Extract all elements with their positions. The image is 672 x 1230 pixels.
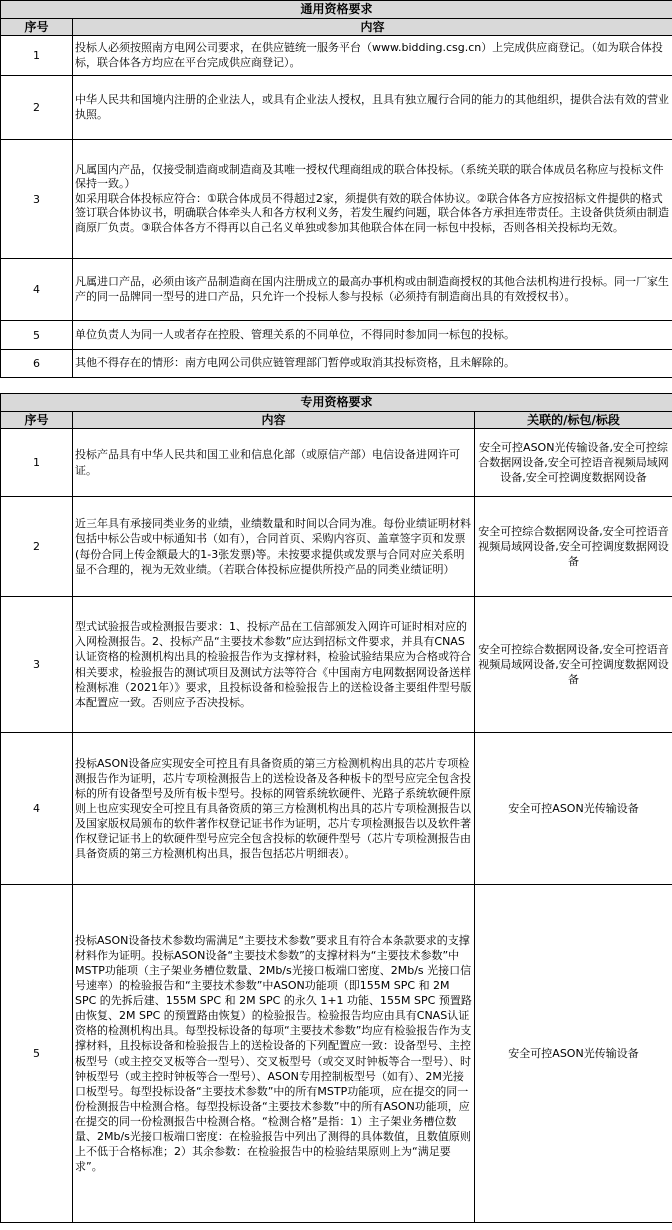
row-seq: 1 xyxy=(1,429,73,497)
table-row xyxy=(1,321,672,350)
row-content: 其他不得存在的情形：南方电网公司供应链管理部门暂停或取消其投标资格，且未解除的。 xyxy=(73,350,672,378)
special-col-tag: 关联的/标包/标段 xyxy=(475,412,672,429)
table-row xyxy=(1,497,672,597)
table-row xyxy=(1,350,672,378)
table-row xyxy=(1,429,672,497)
row-seq: 4 xyxy=(1,733,73,885)
row-content: 凡属国内产品，仅接受制造商或制造商及其唯一授权代理商组成的联合体投标。（系统关联的联合体成员名称应与投标文件保持一致。） 如采用联合体投标应符合：①联合体成员不得超过2家，须提供有效的联合体协议。②联合体各方应按招标文件提供的格式签订联合体协议书，明确联合体牵头人和各方权利义务，若发生履约问题，联合体各方承担连带责任。主设备供货须由制造商原厂负责。③联合体各方不得再以自己名义单独或参加其他联合体在同一标包中投标，否则各相关投标均无效。 xyxy=(73,140,672,259)
general-col-content: 内容 xyxy=(73,19,672,36)
row-tag: 安全可控综合数据网设备,安全可控语音视频局域网设备,安全可控调度数据网设备 xyxy=(475,497,672,597)
special-col-seq: 序号 xyxy=(1,412,73,429)
table-gap xyxy=(0,378,672,393)
special-col-content: 内容 xyxy=(73,412,475,429)
row-tag: 安全可控ASON光传输设备 xyxy=(475,885,672,1223)
row-content: 投标产品具有中华人民共和国工业和信息化部（或原信产部）电信设备进网许可证。 xyxy=(73,429,475,497)
general-qualification-table xyxy=(0,0,672,378)
row-content: 投标ASON设备技术参数均需满足“主要技术参数”要求且有符合本条款要求的支撑材料作为证明。投标ASON设备“主要技术参数”的支撑材料为“主要技术参数”中MSTP功能项（主子架业务槽位数量、2Mb/s光接口板端口密度、2Mb/s 光接口信号速率）的检验报告和“主要技术参数”中ASON功能项（即155M SPC 和 2M SPC 的先拆后建、155M SPC 和 2M SPC 的永久 1+1 功能、155M SPC 预置路由恢复、2M SPC 的预置路由恢复）的检验报告。检验报告均应由具有CNAS认证资格的检测机构出具。每型投标设备的每项“主要技术参数”均应有检验报告作为支撑材料，且投标设备和检验报告上的送检设备的下列配置应一致：设备型号、主控板型号（或主控交叉板等合一型号）、交叉板型号（或交叉时钟板等合一型号）、时钟板型号（或主控时钟板等合一型号）、ASON专用控制板型号（如有）、2M光接口板型号。每型投标设备“主要技术参数”中的所有MSTP功能项，应在提交的同一份检测报告中检测合格。每型投标设备“主要技术参数”中的所有ASON功能项，应在提交的同一份检测报告中检测合格。“检测合格”是指：1）主子架业务槽位数量、2Mb/s光接口板端口密度：在检验报告中列出了测得的具体数值，且数值原则上不低于合格标准；2）其余参数：在检验报告中的检验结果原则上为“满足要求”。 xyxy=(73,885,475,1223)
general-table-title: 通用资格要求 xyxy=(1,1,672,19)
table-row xyxy=(1,140,672,259)
row-seq: 3 xyxy=(1,140,73,259)
row-seq: 3 xyxy=(1,597,73,733)
table-row xyxy=(1,885,672,1223)
special-table-title: 专用资格要求 xyxy=(1,394,672,412)
row-seq: 5 xyxy=(1,885,73,1223)
row-tag: 安全可控ASON光传输设备,安全可控综合数据网设备,安全可控语音视频局域网设备,安全可控调度数据网设备 xyxy=(475,429,672,497)
table-row xyxy=(1,597,672,733)
general-col-seq: 序号 xyxy=(1,19,73,36)
row-seq: 2 xyxy=(1,76,73,140)
row-content: 投标ASON设备应实现安全可控且有具备资质的第三方检测机构出具的芯片专项检测报告作为证明，芯片专项检测报告上的送检设备及各种板卡的型号应完全包含投标的所有设备型号及所有板卡型号。投标的网管系统软硬件、光路子系统软硬件原则上也应实现安全可控且有具备资质的第三方检测机构出具的芯片专项检测报告以及国家版权局颁布的软件著作权登记证书作为证明，芯片专项检测报告以及软件著作权登记证书上的软硬件型号应完全包含投标的软硬件型号（芯片专项检测报告由具备资质的第三方检测机构出具，报告包括芯片明细表）。 xyxy=(73,733,475,885)
table-row xyxy=(1,733,672,885)
row-content: 单位负责人为同一人或者存在控股、管理关系的不同单位，不得同时参加同一标包的投标。 xyxy=(73,321,672,350)
row-tag: 安全可控综合数据网设备,安全可控语音视频局域网设备,安全可控调度数据网设备 xyxy=(475,597,672,733)
row-seq: 1 xyxy=(1,36,73,76)
row-content: 型式试验报告或检测报告要求：1、投标产品在工信部颁发入网许可证时相对应的入网检测报告。2、投标产品“主要技术参数”应达到招标文件要求，并具有CNAS认证资格的检测机构出具的检验报告作为支撑材料，检验试验结果应为合格或符合相关要求，检验报告的测试项目及测试方法等符合《中国南方电网数据网设备送样检测标准（2021年）》要求，且投标设备和检验报告上的送检设备主要组件型号版本配置应一致。否则应予否决投标。 xyxy=(73,597,475,733)
row-seq: 4 xyxy=(1,259,73,321)
special-qualification-table xyxy=(0,393,672,1223)
row-content: 中华人民共和国境内注册的企业法人，或具有企业法人授权，且具有独立履行合同的能力的其他组织，提供合法有效的营业执照。 xyxy=(73,76,672,140)
row-content: 近三年具有承接同类业务的业绩，业绩数量和时间以合同为准。每份业绩证明材料包括中标公告或中标通知书（如有），合同首页、采购内容页、盖章签字页和发票(每份合同上传金额最大的1-3张发票)等。未按要求提供或发票与合同对应关系明显不合理的，视为无效业绩。（若联合体投标应提供所投产品的同类业绩证明） xyxy=(73,497,475,597)
row-seq: 2 xyxy=(1,497,73,597)
row-content: 投标人必须按照南方电网公司要求，在供应链统一服务平台（www.bidding.csg.cn）上完成供应商登记。（如为联合体投标，联合体各方均应在平台完成供应商登记）。 xyxy=(73,36,672,76)
row-tag: 安全可控ASON光传输设备 xyxy=(475,733,672,885)
row-content: 凡属进口产品，必须由该产品制造商在国内注册成立的最高办事机构或由制造商授权的其他合法机构进行投标。同一厂家生产的同一品牌同一型号的进口产品，只允许一个投标人参与投标（必须持有制造商出具的有效授权书）。 xyxy=(73,259,672,321)
table-row xyxy=(1,36,672,76)
row-seq: 6 xyxy=(1,350,73,378)
row-seq: 5 xyxy=(1,321,73,350)
table-row xyxy=(1,259,672,321)
table-row xyxy=(1,76,672,140)
